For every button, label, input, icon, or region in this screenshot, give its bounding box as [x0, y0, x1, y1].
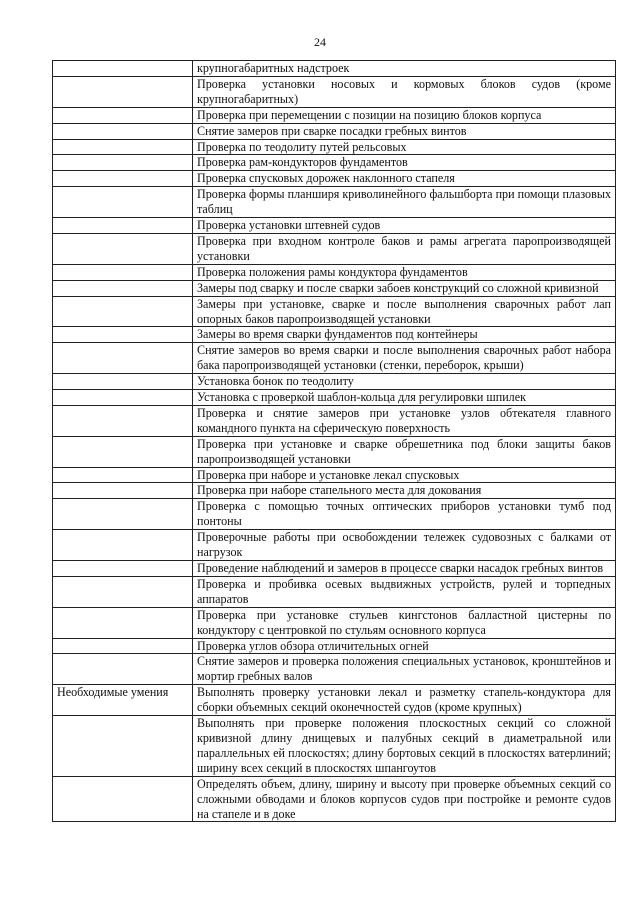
row-label — [53, 296, 193, 327]
row-text: Проверка при наборе и установке лекал спусковых — [193, 467, 616, 483]
row-label — [53, 218, 193, 234]
row-label — [53, 264, 193, 280]
row-label — [53, 327, 193, 343]
table-row — [53, 233, 616, 264]
row-label — [53, 607, 193, 638]
table-row — [53, 607, 616, 638]
row-text: Проверка спусковых дорожек наклонного стапеля — [193, 171, 616, 187]
table-row — [53, 561, 616, 577]
table-row — [53, 123, 616, 139]
row-label — [53, 171, 193, 187]
table-row — [53, 76, 616, 107]
row-label — [53, 139, 193, 155]
row-text: Проверка при входном контроле баков и рамы агрегата паропроизводящей установки — [193, 233, 616, 264]
row-label — [53, 280, 193, 296]
table-row — [53, 61, 616, 77]
row-text: Проверка по теодолиту путей рельсовых — [193, 139, 616, 155]
row-label — [53, 467, 193, 483]
requirements-table — [52, 60, 616, 822]
row-label — [53, 155, 193, 171]
row-text: Проведение наблюдений и замеров в процессе сварки насадок гребных винтов — [193, 561, 616, 577]
row-text: Замеры во время сварки фундаментов под контейнеры — [193, 327, 616, 343]
table-row — [53, 685, 616, 716]
row-label — [53, 561, 193, 577]
row-label — [53, 576, 193, 607]
table-row — [53, 638, 616, 654]
row-label — [53, 436, 193, 467]
row-text: Проверка установки штевней судов — [193, 218, 616, 234]
table-row — [53, 483, 616, 499]
row-label — [53, 187, 193, 218]
row-label — [53, 123, 193, 139]
row-text: Снятие замеров и проверка положения специальных установок, кронштейнов и мортир гребных валов — [193, 654, 616, 685]
table-row — [53, 296, 616, 327]
row-label — [53, 61, 193, 77]
table-row — [53, 155, 616, 171]
row-label — [53, 499, 193, 530]
row-text: Проверка при установке и сварке обрешетника под блоки защиты баков паропроизводящей установки — [193, 436, 616, 467]
row-text: Выполнять проверку установки лекал и разметку стапель-кондуктора для сборки объемных секций оконечностей судов (кроме крупных) — [193, 685, 616, 716]
row-label — [53, 390, 193, 406]
row-label — [53, 343, 193, 374]
table-row — [53, 280, 616, 296]
row-text: Установка бонок по теодолиту — [193, 374, 616, 390]
table-row — [53, 187, 616, 218]
table-row — [53, 374, 616, 390]
row-label — [53, 776, 193, 822]
row-text: Проверка установки носовых и кормовых блоков судов (кроме крупногабаритных) — [193, 76, 616, 107]
row-text: Проверка при установке стульев кингстонов балластной цистерны по кондуктору с центровкой по стульям основного корпуса — [193, 607, 616, 638]
table-row — [53, 218, 616, 234]
table-row — [53, 405, 616, 436]
table-row — [53, 327, 616, 343]
row-label — [53, 405, 193, 436]
table-row — [53, 576, 616, 607]
row-text: Замеры под сварку и после сварки забоев конструкций со сложной кривизной — [193, 280, 616, 296]
row-label — [53, 76, 193, 107]
row-label — [53, 530, 193, 561]
section-label-skills: Необходимые умения — [53, 685, 193, 716]
table-row — [53, 467, 616, 483]
table-row — [53, 264, 616, 280]
table-row — [53, 139, 616, 155]
table-row — [53, 716, 616, 777]
table-row — [53, 436, 616, 467]
table-row — [53, 499, 616, 530]
row-text: Замеры при установке, сварке и после выполнения сварочных работ лап опорных баков паропроизводящей установки — [193, 296, 616, 327]
row-text: Выполнять при проверке положения плоскостных секций со сложной кривизной длину днищевых и палубных секций в диаметральной или параллельных ей плоскостях; длину бортовых секций в плоскостях ватерлиний; ширину всех секций в плоскостях шпангоутов — [193, 716, 616, 777]
row-text: Снятие замеров во время сварки и после выполнения сварочных работ набора бака паропроизводящей установки (стенки, переборок, крыши) — [193, 343, 616, 374]
row-label — [53, 654, 193, 685]
row-text: Проверка с помощью точных оптических приборов установки тумб под понтоны — [193, 499, 616, 530]
table-row — [53, 343, 616, 374]
row-text: Установка с проверкой шаблон-кольца для регулировки шпилек — [193, 390, 616, 406]
table-row — [53, 776, 616, 822]
row-text: крупногабаритных надстроек — [193, 61, 616, 77]
row-text: Проверка и пробивка осевых выдвижных устройств, рулей и торпедных аппаратов — [193, 576, 616, 607]
row-label — [53, 716, 193, 777]
table-row — [53, 654, 616, 685]
row-label — [53, 233, 193, 264]
row-label — [53, 107, 193, 123]
row-text: Проверка при наборе стапельного места для докования — [193, 483, 616, 499]
table-row — [53, 171, 616, 187]
table-row — [53, 530, 616, 561]
table-row — [53, 390, 616, 406]
row-text: Проверка формы планширя криволинейного фальшборта при помощи плазовых таблиц — [193, 187, 616, 218]
row-text: Определять объем, длину, ширину и высоту при проверке объемных секций со сложными обводами и блоков корпусов судов при постройке и ремонте судов на стапеле и в доке — [193, 776, 616, 822]
row-text: Проверка и снятие замеров при установке узлов обтекателя главного командного пункта на сферическую поверхность — [193, 405, 616, 436]
row-text: Проверка углов обзора отличительных огней — [193, 638, 616, 654]
row-text: Проверка положения рамы кондуктора фундаментов — [193, 264, 616, 280]
row-label — [53, 638, 193, 654]
row-text: Проверочные работы при освобождении тележек судовозных с балками от нагрузок — [193, 530, 616, 561]
row-text: Снятие замеров при сварке посадки гребных винтов — [193, 123, 616, 139]
row-text: Проверка рам-кондукторов фундаментов — [193, 155, 616, 171]
row-text: Проверка при перемещении с позиции на позицию блоков корпуса — [193, 107, 616, 123]
page-number: 24 — [314, 35, 326, 49]
row-label — [53, 374, 193, 390]
table-row — [53, 107, 616, 123]
row-label — [53, 483, 193, 499]
